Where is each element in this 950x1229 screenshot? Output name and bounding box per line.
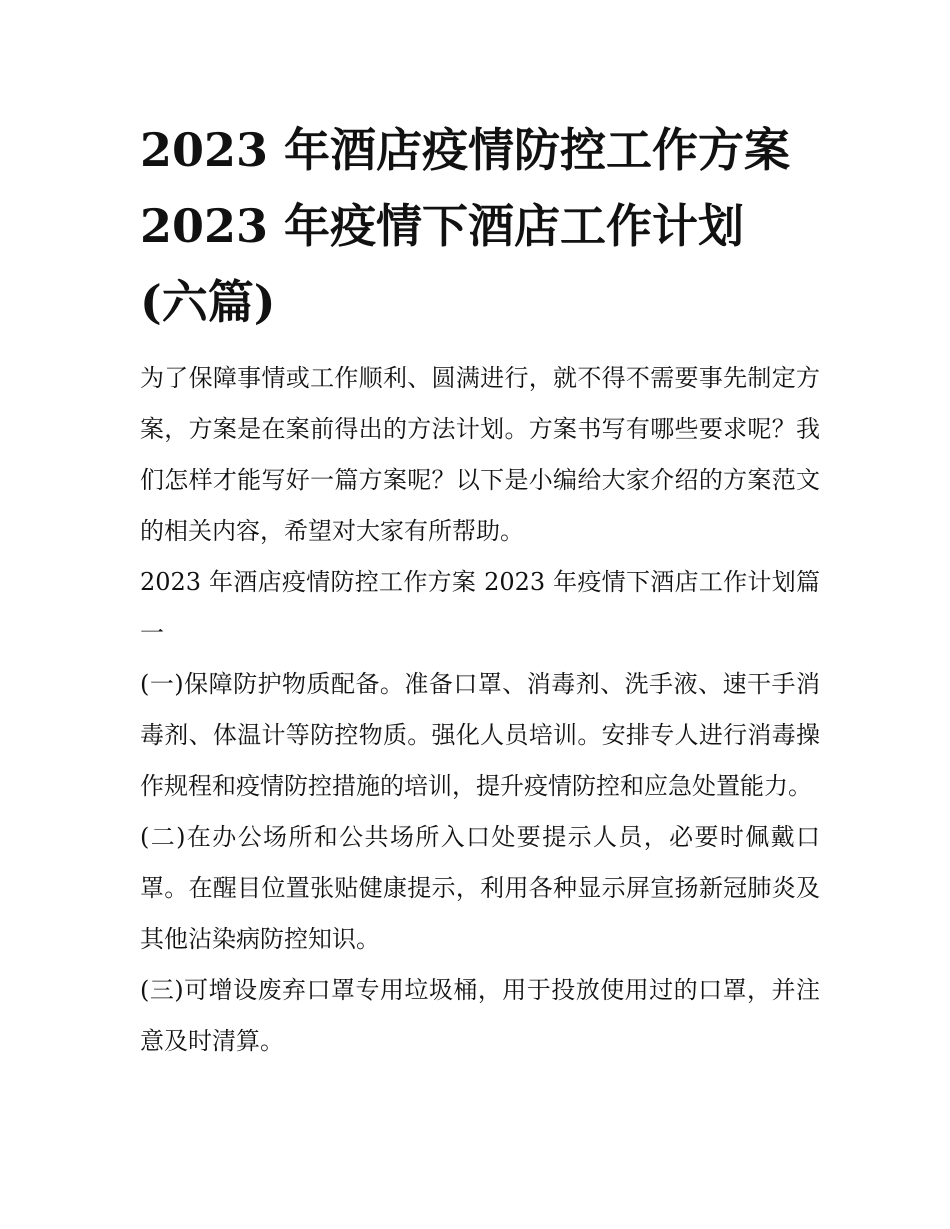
title-line-2: 2023 年疫情下酒店工作计划 xyxy=(140,199,745,253)
title-line-1: 2023 年酒店疫情防控工作方案 xyxy=(140,123,791,177)
item-paragraph-2: (二)在办公场所和公共场所入口处要提示人员，必要时佩戴口罩。在醒目位置张贴健康提示，利用各种显示屏宣扬新冠肺炎及其他沾染病防控知识。 xyxy=(140,823,820,953)
title-line-3: (六篇) xyxy=(140,275,276,329)
document-title xyxy=(140,112,830,340)
item-paragraph-1: (一)保障防护物质配备。准备口罩、消毒剂、洗手液、速干手消毒剂、体温计等防控物质。强化人员培训。安排专人进行消毒操作规程和疫情防控措施的培训，提升疫情防控和应急处置能力。 xyxy=(140,670,820,800)
item-paragraph-3: (三)可增设废弃口罩专用垃圾桶，用于投放使用过的口罩，并注意及时清算。 xyxy=(140,976,820,1055)
section-heading: 2023 年酒店疫情防控工作方案 2023 年疫情下酒店工作计划篇一 xyxy=(140,568,820,647)
document-body xyxy=(140,353,820,1067)
intro-paragraph: 为了保障事情或工作顺利、圆满进行，就不得不需要事先制定方案，方案是在案前得出的方法计划。方案书写有哪些要求呢？我们怎样才能写好一篇方案呢？以下是小编给大家介绍的方案范文的相关内容，希望对大家有所帮助。 xyxy=(140,364,820,545)
